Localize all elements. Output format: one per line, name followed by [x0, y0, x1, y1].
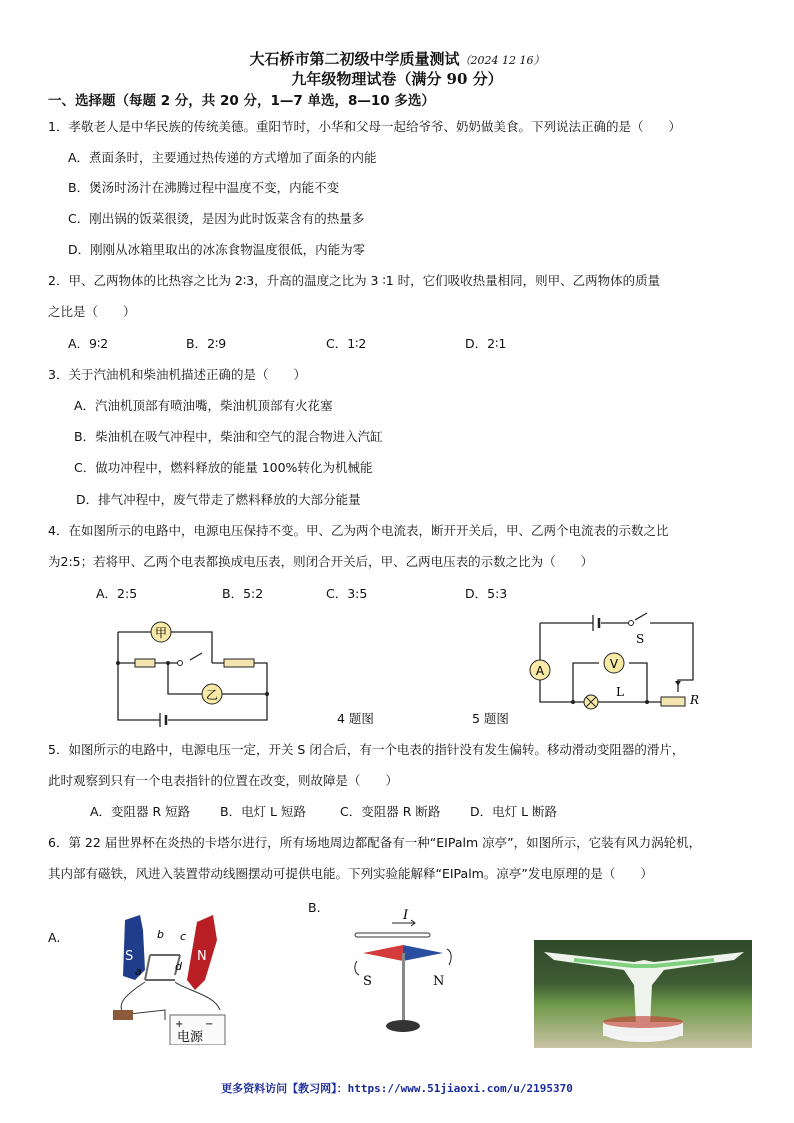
school-title: 大石桥市第二初级中学质量测试 — [249, 50, 460, 68]
needle-n-label: N — [433, 974, 445, 989]
q6-stem-cont: 其内部有磁铁，风进入装置带动线圈摆动可提供电能。下列实验能解释“EIPalm。凉亭”发电原理的是（ ） — [48, 866, 653, 881]
q5-option-a: A．变阻器 R 短路 — [90, 804, 191, 819]
q5-option-b: B．电灯 L 短路 — [220, 804, 306, 819]
q1-option-b: B．煲汤时汤汁在沸腾过程中温度不变，内能不变 — [68, 180, 340, 195]
q4-circuit-diagram — [110, 615, 280, 735]
q2-stem-cont: 之比是（ ） — [48, 304, 136, 319]
q6-stem: 6．第 22 届世界杯在炎热的卡塔尔进行，所有场地周边都配备有一种“EIPalm 凉亭”，如图所示，它装有风力涡轮机， — [48, 835, 702, 850]
q6-label-b: B. — [308, 900, 321, 915]
q2-option-d: D．2∶1 — [465, 336, 507, 351]
q3-stem: 3．关于汽油机和柴油机描述正确的是（ ） — [48, 367, 306, 382]
label-c: c — [180, 930, 187, 943]
q3-option-a: A．汽油机顶部有喷油嘴，柴油机顶部有火花塞 — [74, 398, 333, 413]
q4-option-c: C．3:5 — [326, 586, 368, 601]
q5-circuit-diagram — [525, 608, 705, 713]
q3-option-b: B．柴油机在吸气冲程中，柴油和空气的混合物进入汽缸 — [74, 429, 383, 444]
q6-fig-b-compass — [345, 905, 465, 1035]
q5-stem-cont: 此时观察到只有一个电表指针的位置在改变，则故障是（ ） — [48, 773, 399, 788]
meter-jia-label: 甲 — [154, 626, 168, 640]
q1-option-d: D．刚刚从冰箱里取出的冰冻食物温度很低，内能为零 — [68, 242, 366, 257]
exam-date: （2024 12 16） — [459, 54, 545, 67]
magnet-n-label: N — [197, 949, 207, 964]
plus-label: + — [175, 1019, 184, 1030]
q3-option-c: C．做功冲程中，燃料释放的能量 100%转化为机械能 — [74, 460, 373, 475]
q5-option-c: C．变阻器 R 断路 — [340, 804, 441, 819]
lamp-label: L — [616, 685, 624, 699]
magnet-s-label: S — [125, 949, 134, 964]
label-d: d — [175, 960, 182, 973]
switch-s-label: S — [636, 632, 645, 646]
meter-yi-label: 乙 — [205, 688, 219, 702]
fig5-caption: 5 题图 — [472, 711, 509, 726]
q3-option-d: D．排气冲程中，废气带走了燃料释放的大部分能量 — [76, 492, 361, 507]
label-b: b — [157, 928, 164, 941]
power-source-label: 电源 — [177, 1030, 204, 1045]
exam-subtitle: 九年级物理试卷（满分 90 分） — [291, 70, 503, 88]
needle-s-label: S — [363, 974, 372, 989]
q1-option-a: A．煮面条时，主要通过热传递的方式增加了面条的内能 — [68, 150, 377, 165]
q4-option-a: A．2:5 — [96, 586, 138, 601]
minus-label: − — [205, 1019, 214, 1030]
q1-option-c: C．刚出锅的饭菜很烫，是因为此时饭菜含有的热量多 — [68, 211, 365, 226]
q4-option-d: D．5:3 — [465, 586, 508, 601]
current-label: I — [403, 908, 409, 923]
voltmeter-label: V — [609, 657, 619, 671]
q4-stem: 4．在如图所示的电路中，电源电压保持不变。甲、乙为两个电流表，断开开关后，甲、乙两个电流表的示数之比 — [48, 523, 669, 538]
q6-fig-a-motor — [105, 910, 255, 1045]
q5-stem: 5．如图所示的电路中，电源电压一定，开关 S 闭合后，有一个电表的指针没有发生偏转。移动滑动变阻器的滑片， — [48, 742, 685, 757]
q2-option-b: B．2∶9 — [186, 336, 227, 351]
q2-option-c: C．1∶2 — [326, 336, 367, 351]
elpalm-pavilion-photo — [534, 940, 752, 1048]
q4-stem-cont: 为2:5；若将甲、乙两个电表都换成电压表，则闭合开关后，甲、乙两电压表的示数之比为（ ） — [48, 554, 594, 569]
ammeter-label: A — [535, 664, 545, 678]
q2-stem: 2．甲、乙两物体的比热容之比为 2∶3，升高的温度之比为 3 ∶1 时，它们吸收热量相同，则甲、乙两物体的质量 — [48, 273, 661, 288]
fig4-caption: 4 题图 — [337, 711, 374, 726]
rheostat — [661, 697, 685, 706]
footer-link[interactable]: 更多资料访问【教习网】：https://www.51jiaoxi.com/u/2195370 — [221, 1082, 573, 1095]
exam-title — [0, 51, 794, 69]
label-a: a — [135, 965, 142, 978]
q2-option-a: A．9∶2 — [68, 336, 109, 351]
section-heading: 一、选择题（每题 2 分，共 20 分，1—7 单选，8—10 多选） — [48, 93, 435, 109]
q4-option-b: B．5:2 — [222, 586, 264, 601]
rheostat-label: R — [690, 693, 700, 707]
q5-option-d: D．电灯 L 断路 — [470, 804, 558, 819]
q1-stem: 1．孝敬老人是中华民族的传统美德。重阳节时，小华和父母一起给爷爷、奶奶做美食。下列说法正确的是（ ） — [48, 119, 681, 134]
q6-label-a: A. — [48, 930, 61, 945]
